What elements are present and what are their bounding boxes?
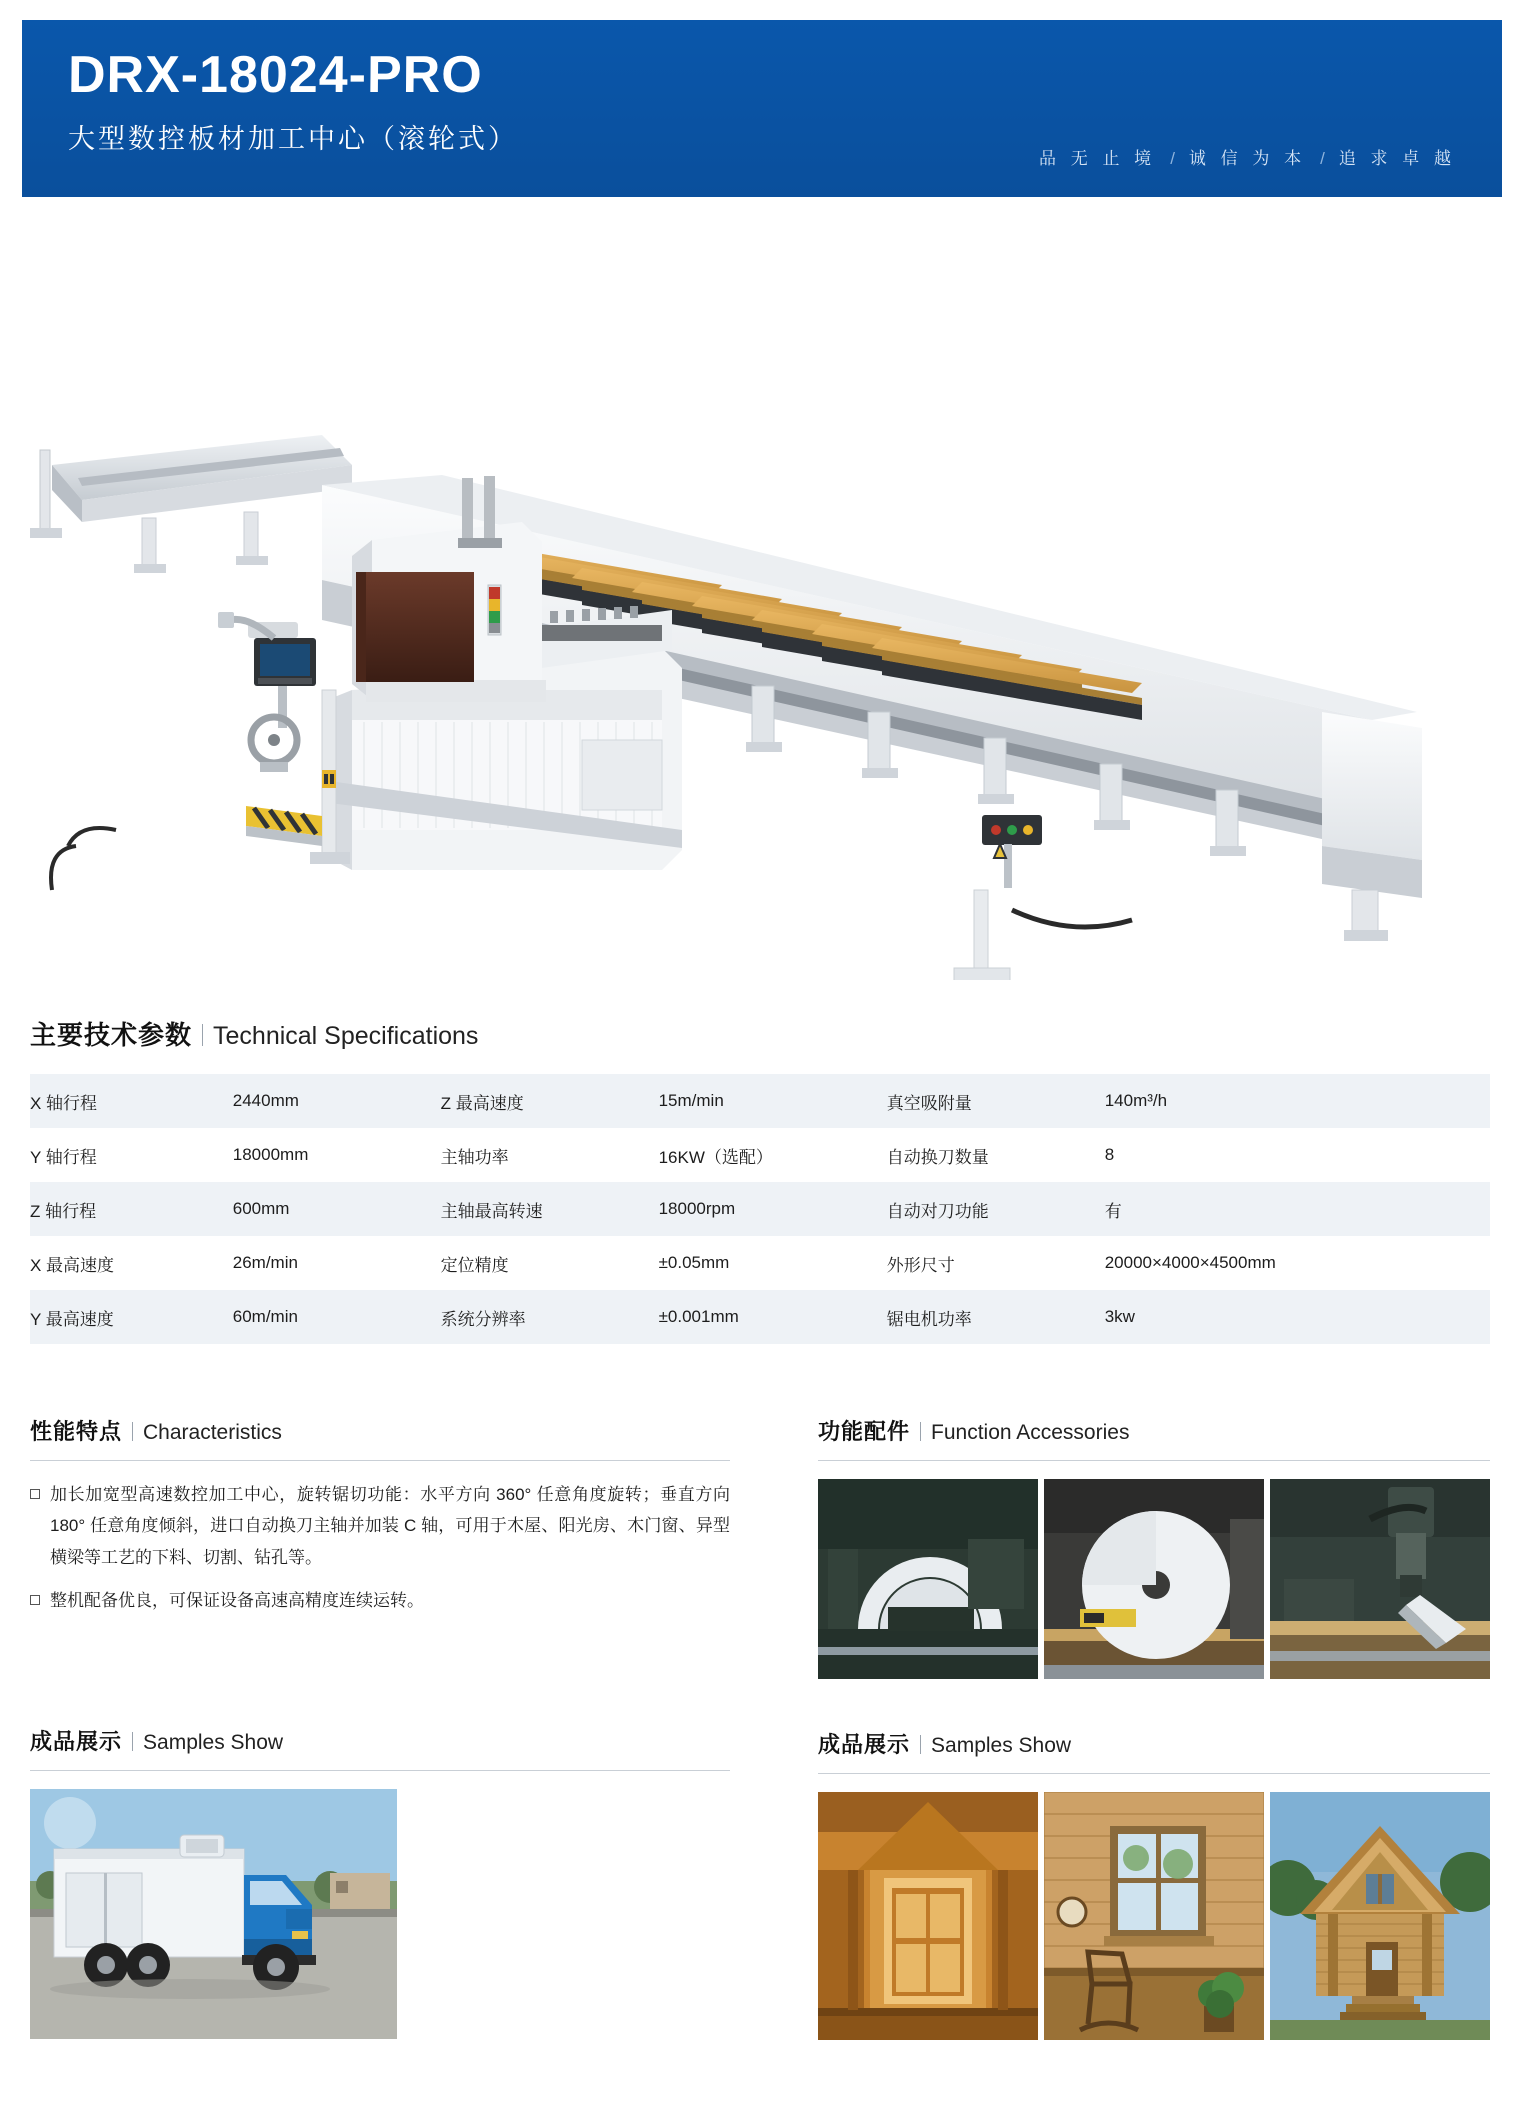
accessory-photo-saw-blade-2	[1044, 1479, 1264, 1679]
characteristics-list	[30, 1479, 730, 1617]
accessories-heading-en: Function Accessories	[931, 1421, 1130, 1444]
spec-value: 2440mm	[232, 1091, 299, 1110]
slogan-part-2: 诚 信 为 本	[1188, 149, 1307, 168]
specifications-table	[30, 1074, 1490, 1344]
spec-key: 定位精度	[440, 1255, 509, 1275]
spec-value: 600mm	[232, 1199, 290, 1218]
spec-key: 主轴最高转速	[440, 1201, 543, 1221]
list-item-text: 加长加宽型高速数控加工中心，旋转锯切功能：水平方向 360° 任意角度旋转；垂直方向 180° 任意角度倾斜，进口自动换刀主轴并加装 C 轴，可用于木屋、阳光房、木门窗、异型横梁等工艺的下料、切割、钻孔等。	[50, 1485, 730, 1567]
spec-key: 锯电机功率	[886, 1309, 972, 1329]
table-row	[30, 1128, 1490, 1182]
specs-heading-cn: 主要技术参数	[30, 1020, 193, 1050]
spec-value: 140m³/h	[1104, 1091, 1168, 1110]
list-item	[30, 1479, 730, 1573]
section-rule	[30, 1460, 730, 1461]
characteristics-heading-cn: 性能特点	[30, 1419, 123, 1444]
samples-right-heading-en: Samples Show	[931, 1734, 1072, 1757]
spec-value: 3kw	[1104, 1307, 1135, 1326]
samples-right-heading-cn: 成品展示	[818, 1732, 911, 1757]
characteristics-section	[30, 1415, 730, 1629]
header-title-block	[68, 48, 518, 156]
page-header	[22, 20, 1502, 197]
sample-photo-wooden-door-entrance	[818, 1792, 1038, 2040]
accessories-heading-cn: 功能配件	[818, 1419, 911, 1444]
accessories-image-row	[818, 1479, 1490, 1679]
section-rule	[30, 1770, 730, 1771]
spec-key: Y 最高速度	[30, 1309, 114, 1329]
bullet-square-icon	[30, 1489, 40, 1499]
list-item	[30, 1585, 730, 1616]
section-rule	[818, 1460, 1490, 1461]
sample-photo-log-cabin-interior	[1044, 1792, 1264, 2040]
specs-heading-en: Technical Specifications	[213, 1022, 479, 1050]
spec-key: 外形尺寸	[886, 1255, 955, 1275]
slogan-separator-2: /	[1320, 149, 1325, 168]
machine-photo	[22, 250, 1502, 980]
characteristics-heading-en: Characteristics	[143, 1421, 282, 1444]
spec-value: ±0.05mm	[658, 1253, 730, 1272]
samples-right-heading	[818, 1728, 1490, 1759]
samples-left-heading-cn: 成品展示	[30, 1729, 123, 1754]
characteristics-heading	[30, 1415, 730, 1446]
function-accessories-section	[818, 1415, 1490, 1679]
spec-value: 18000mm	[232, 1145, 309, 1164]
spec-key: X 最高速度	[30, 1255, 115, 1275]
slogan-part-1: 品 无 止 境	[1039, 149, 1157, 168]
technical-specifications-section	[30, 1015, 1490, 1344]
section-rule	[818, 1773, 1490, 1774]
heading-divider	[920, 1422, 921, 1441]
spec-value: 16KW（选配）	[658, 1147, 773, 1167]
spec-key: Z 轴行程	[30, 1201, 97, 1221]
accessory-photo-spindle-head	[1270, 1479, 1490, 1679]
table-row	[30, 1074, 1490, 1128]
spec-value: 18000rpm	[658, 1199, 736, 1218]
spec-key: 自动换刀数量	[886, 1147, 989, 1167]
accessory-photo-saw-blade-1	[818, 1479, 1038, 1679]
samples-left-heading	[30, 1725, 730, 1756]
spec-key: 系统分辨率	[440, 1309, 526, 1329]
heading-divider	[202, 1024, 203, 1046]
spec-key: 自动对刀功能	[886, 1201, 989, 1221]
table-row	[30, 1290, 1490, 1344]
spec-key: X 轴行程	[30, 1093, 98, 1113]
sample-photo-log-house-exterior	[1270, 1792, 1490, 2040]
samples-show-right-section	[818, 1728, 1490, 2040]
samples-image-row	[818, 1792, 1490, 2040]
slogan-part-3: 追 求 卓 越	[1338, 149, 1456, 168]
spec-key: Z 最高速度	[440, 1093, 524, 1113]
bullet-square-icon	[30, 1595, 40, 1605]
spec-key: 真空吸附量	[886, 1093, 972, 1113]
specs-heading	[30, 1015, 1490, 1052]
table-row	[30, 1236, 1490, 1290]
spec-value: 26m/min	[232, 1253, 298, 1272]
slogan-separator-1: /	[1170, 149, 1175, 168]
sample-photo-refrigerated-truck	[30, 1789, 397, 2039]
heading-divider	[920, 1735, 921, 1754]
samples-left-heading-en: Samples Show	[143, 1731, 284, 1754]
spec-value: 8	[1104, 1145, 1115, 1164]
header-slogan	[1039, 144, 1456, 169]
spec-value: 20000×4000×4500mm	[1104, 1253, 1276, 1272]
list-item-text: 整机配备优良，可保证设备高速高精度连续运转。	[50, 1591, 424, 1611]
spec-value: 有	[1104, 1201, 1122, 1221]
heading-divider	[132, 1732, 133, 1751]
product-subtitle: 大型数控板材加工中心（滚轮式）	[68, 123, 518, 154]
spec-value: ±0.001mm	[658, 1307, 739, 1326]
accessories-heading	[818, 1415, 1490, 1446]
product-model: DRX-18024-PRO	[67, 46, 483, 104]
spec-key: 主轴功率	[440, 1147, 509, 1167]
spec-key: Y 轴行程	[30, 1147, 97, 1167]
heading-divider	[132, 1422, 133, 1441]
spec-value: 15m/min	[658, 1091, 724, 1110]
samples-show-left-section	[30, 1725, 730, 2039]
table-row	[30, 1182, 1490, 1236]
spec-value: 60m/min	[232, 1307, 298, 1326]
